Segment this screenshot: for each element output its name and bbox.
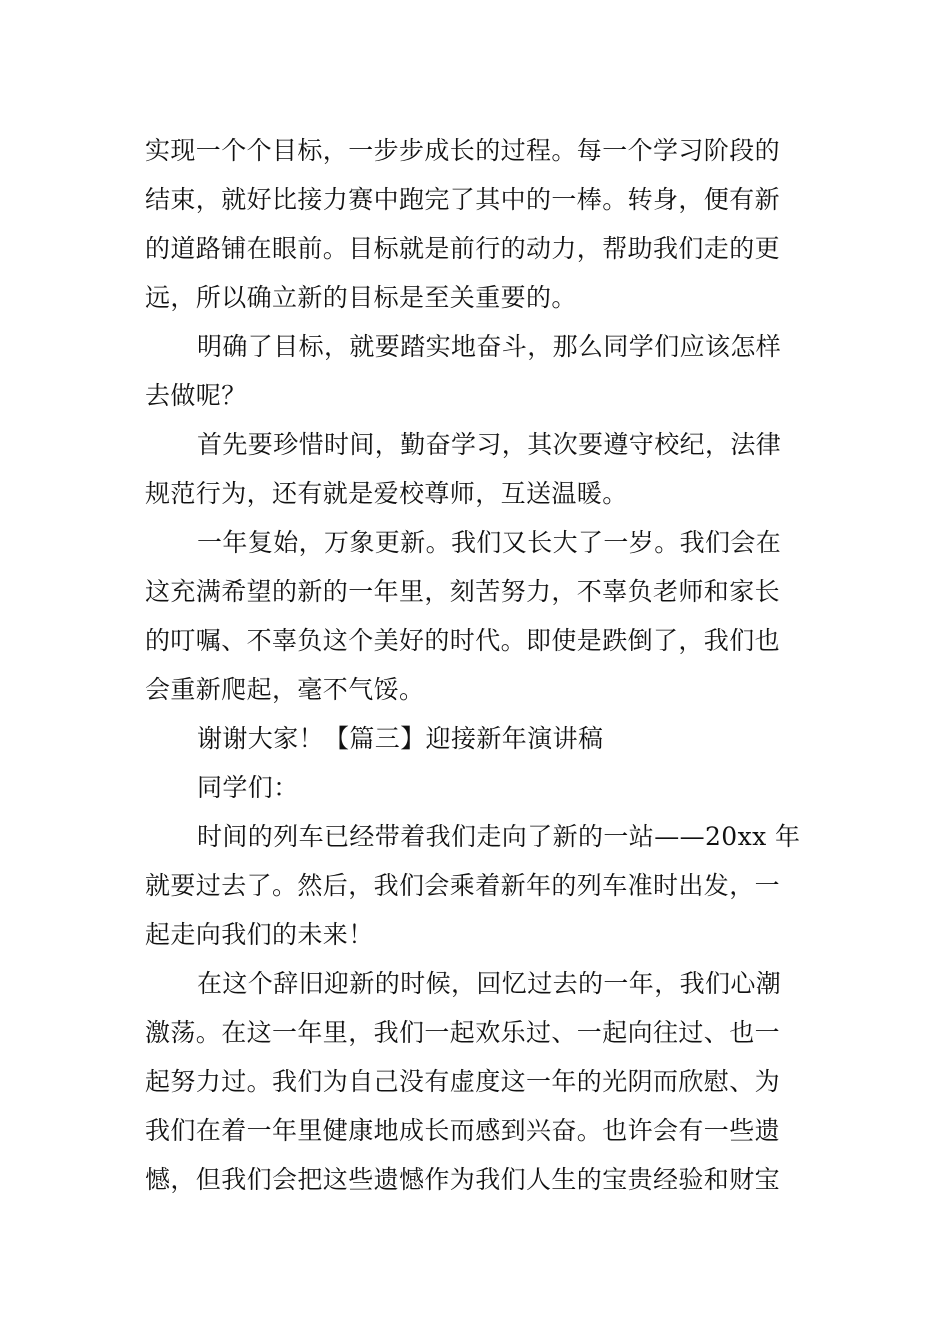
text-line: 首先要珍惜时间，勤奋学习，其次要遵守校纪，法律 [197,430,782,459]
text-line: 实现一个个目标，一步步成长的过程。每一个学习阶段的 [145,136,781,165]
paragraph-5 [145,714,809,763]
section-heading-line: 谢谢大家！【篇三】迎接新年演讲稿 [197,724,604,753]
paragraph-4 [145,518,809,714]
text-line: 结束，就好比接力赛中跑完了其中的一棒。转身，便有新 [145,185,781,214]
body-text [145,126,809,1204]
text-line: 明确了目标，就要踏实地奋斗，那么同学们应该怎样 [197,332,782,361]
text-line: 的道路铺在眼前。目标就是前行的动力，帮助我们走的更 [145,234,781,263]
text-line: 我们在着一年里健康地成长而感到兴奋。也许会有一些遗 [145,1116,781,1145]
text-line: 一年复始，万象更新。我们又长大了一岁。我们会在 [197,528,782,557]
text-line: 起努力过。我们为自己没有虚度这一年的光阴而欣慰、为 [145,1067,781,1096]
text-line: 这充满希望的新的一年里，刻苦努力，不辜负老师和家长 [145,577,781,606]
paragraph-6 [145,763,809,812]
text-line: 憾，但我们会把这些遗憾作为我们人生的宝贵经验和财宝 [145,1165,781,1194]
text-line: 激荡。在这一年里，我们一起欢乐过、一起向往过、也一 [145,1018,781,1047]
paragraph-1 [145,126,809,322]
text-line: 去做呢？ [145,381,247,410]
text-line: 在这个辞旧迎新的时候，回忆过去的一年，我们心潮 [197,969,782,998]
text-line: 时间的列车已经带着我们走向了新的一站——20xx 年 [197,822,801,851]
paragraph-3 [145,420,809,518]
text-line: 会重新爬起，毫不气馁。 [145,675,425,704]
paragraph-8 [145,959,809,1204]
salutation-line: 同学们： [197,773,299,802]
text-line: 规范行为，还有就是爱校尊师，互送温暖。 [145,479,628,508]
text-line: 的叮嘱、不辜负这个美好的时代。即使是跌倒了，我们也 [145,626,781,655]
text-line: 就要过去了。然后，我们会乘着新年的列车准时出发，一 [145,871,781,900]
paragraph-2 [145,322,809,420]
text-line: 远，所以确立新的目标是至关重要的。 [145,283,577,312]
paragraph-7 [145,812,809,959]
text-line: 起走向我们的未来！ [145,920,374,949]
